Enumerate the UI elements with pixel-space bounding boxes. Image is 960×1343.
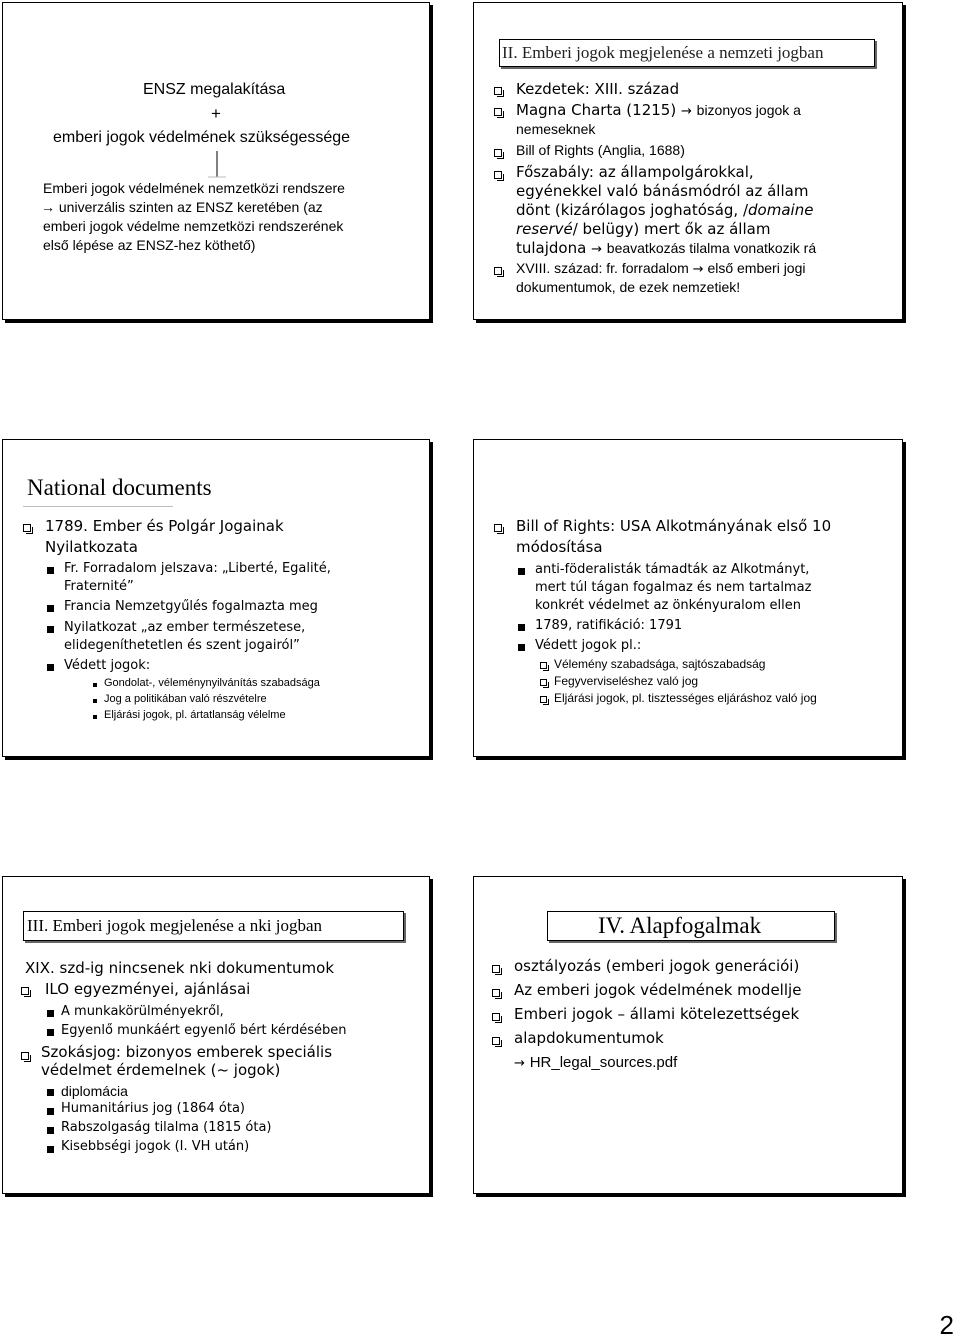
bullet-icon (492, 965, 500, 973)
bullet-icon (47, 567, 54, 574)
bullet-icon (47, 1029, 54, 1036)
bullet-icon (540, 679, 547, 686)
slide3-s1a: Fr. Forradalom jelszava: „Liberté, Egalité, (64, 561, 331, 576)
slide-4 (473, 439, 903, 757)
right-arrow-icon: → (591, 242, 602, 257)
slide5-s5: Rabszolgaság tilalma (1815 óta) (61, 1120, 272, 1135)
bullet-icon (494, 149, 502, 157)
slide3-ss3: Eljárási jogok, pl. ártatlanság vélelme (104, 709, 286, 721)
slide6-b2: Az emberi jogok védelmének modellje (514, 981, 802, 999)
slide4-b1a: Bill of Rights: USA Alkotmányának első 10 (516, 517, 832, 535)
slide2-b2c: nemeseknek (516, 121, 596, 137)
slide4-s3: Védett jogok pl.: (535, 638, 642, 653)
slide5-title: III. Emberi jogok megjelenése a nki jogban (27, 916, 323, 935)
slide4-b1b: módosítása (516, 538, 603, 556)
slide4-s2: 1789, ratifikáció: 1791 (535, 618, 683, 633)
slide2-b5a: XVIII. század: fr. forradalom → első emberi jogi (516, 260, 806, 277)
slide4-s1c: konkrét védelmet az önkényuralom ellen (535, 598, 801, 613)
slide5-s6: Kisebbségi jogok (I. VH után) (61, 1139, 250, 1154)
slide5-b2a: Szokásjog: bizonyos emberek speciális (41, 1043, 333, 1061)
right-arrow-icon: → (41, 199, 55, 215)
bullet-icon (23, 524, 31, 532)
slide6-b3: Emberi jogok – állami kötelezettségek (514, 1005, 800, 1023)
bullet-icon (47, 626, 54, 633)
slide2-b4d: reservé/ belügy) mert ők az állam (516, 220, 771, 238)
slide2-b4a: Főszabály: az állampolgárokkal, (516, 163, 754, 181)
slide2-b4b: egyénekkel való bánásmódról az állam (516, 182, 809, 200)
slide3-ss1: Gondolat-, véleménynyilvánítás szabadsága (104, 677, 320, 689)
bullet-icon (494, 87, 502, 95)
slide3-s2: Francia Nemzetgyűlés fogalmazta meg (64, 599, 318, 614)
bullet-icon (494, 267, 502, 275)
slide2-b5c: dokumentumok, de ezek nemzetiek! (516, 279, 741, 295)
slide6-title-box (547, 911, 835, 941)
bullet-icon (47, 1127, 54, 1134)
slide6-link[interactable] (514, 1053, 677, 1071)
slide3-title: National documents (27, 475, 212, 500)
slide3-s3a: Nyilatkozat „az ember természetese, (64, 620, 306, 635)
slide5-s1: A munkakörülményekről, (61, 1004, 224, 1019)
slide5-l1: XIX. szd-ig nincsenek nki dokumentumok (25, 959, 335, 977)
slide4-s1b: mert túl tágan fogalmaz és nem tartalmaz (535, 580, 812, 595)
bullet-icon (518, 568, 525, 575)
slide4-s1a: anti-föderalisták támadták az Alkotmányt, (535, 562, 810, 577)
slide3-b1a: 1789. Ember és Polgár Jogainak (45, 517, 284, 535)
slide-6 (473, 876, 903, 1194)
slide6-title: IV. Alapfogalmak (598, 913, 762, 938)
slide-2 (473, 2, 903, 320)
slide2-b4c: dönt (kizárólagos joghatóság, /domaine (516, 201, 814, 219)
slide-3 (2, 439, 430, 757)
bullet-icon (494, 524, 502, 532)
slide2-title-box (499, 39, 875, 67)
slide2-b1: Kezdetek: XIII. század (516, 80, 680, 98)
bullet-icon (494, 108, 502, 116)
slide2-b4e: tulajdona → beavatkozás tilalma vonatkozik rá (516, 239, 817, 257)
slide2-title: II. Emberi jogok megjelenése a nemzeti jogban (502, 43, 824, 62)
bullet-icon (21, 987, 29, 995)
slide4-ss1: Vélemény szabadsága, sajtószabadság (554, 657, 766, 671)
right-arrow-icon: → (692, 262, 704, 277)
bullet-icon (518, 624, 525, 631)
slide6-b1: osztályozás (emberi jogok generációi) (514, 957, 800, 975)
slide3-s4: Védett jogok: (64, 658, 151, 673)
bullet-icon (492, 1037, 500, 1045)
bullet-icon (540, 662, 547, 669)
slide1-line2: emberi jogok védelmének szükségessége (53, 129, 351, 146)
slide1-p2: → univerzális szinten az ENSZ keretében (az (41, 199, 323, 215)
slide5-s2: Egyenlő munkáért egyenlő bért kérdésében (61, 1023, 347, 1038)
bullet-icon (47, 1108, 54, 1115)
bullet-icon (21, 1052, 29, 1060)
slide-5 (2, 876, 430, 1194)
slide4-ss3: Eljárási jogok, pl. tisztességes eljáráshoz való jog (554, 691, 817, 705)
slide1-p1: Emberi jogok védelmének nemzetközi rendszere (43, 180, 345, 196)
bullet-icon (47, 605, 54, 612)
page-number: 2 (939, 1310, 954, 1340)
bullet-icon (518, 644, 525, 651)
slide5-s3: diplomácia (61, 1083, 128, 1099)
bullet-icon (494, 171, 502, 179)
down-arrow-icon (207, 151, 227, 179)
right-arrow-icon: → (514, 1056, 525, 1071)
slide1-plus: + (211, 104, 221, 123)
slide5-b1: ILO egyezményei, ajánlásai (45, 980, 251, 998)
slide6-b4: alapdokumentumok (514, 1029, 664, 1047)
slide-1 (2, 2, 430, 320)
slide2-b3: Bill of Rights (Anglia, 1688) (516, 142, 685, 158)
bullet-icon (540, 696, 547, 703)
slide1-p4: első lépése az ENSZ-hez köthető) (43, 237, 256, 253)
slide4-ss2: Fegyverviseléshez való jog (554, 674, 699, 688)
bullet-icon (492, 989, 500, 997)
slide3-ss2: Jog a politikában való részvételre (104, 693, 267, 705)
bullet-icon (93, 699, 97, 703)
hr-legal-sources-link[interactable]: HR_legal_sources.pdf (529, 1054, 678, 1071)
slide5-title-box (23, 911, 404, 941)
bullet-icon (47, 1146, 54, 1153)
slide2-b2: Magna Charta (1215) → bizonyos jogok a (516, 101, 801, 119)
slide3-b1b: Nyilatkozata (45, 538, 138, 556)
right-arrow-icon: → (680, 104, 692, 119)
bullet-icon (93, 715, 97, 719)
slide5-b2b: védelmet érdemelnek (~ jogok) (41, 1061, 281, 1079)
slide5-s4: Humanitárius jog (1864 óta) (61, 1101, 245, 1116)
bullet-icon (47, 1010, 54, 1017)
bullet-icon (47, 664, 54, 671)
slide1-p3: emberi jogok védelme nemzetközi rendszerének (43, 218, 344, 234)
bullet-icon (47, 1089, 54, 1096)
bullet-icon (492, 1013, 500, 1021)
divider (23, 506, 173, 507)
slide3-s3b: elidegeníthetetlen és szent jogairól” (64, 638, 300, 653)
slide3-s1b: Fraternité” (64, 579, 134, 594)
slide1-line1: ENSZ megalakítása (143, 81, 286, 98)
bullet-icon (93, 683, 97, 687)
